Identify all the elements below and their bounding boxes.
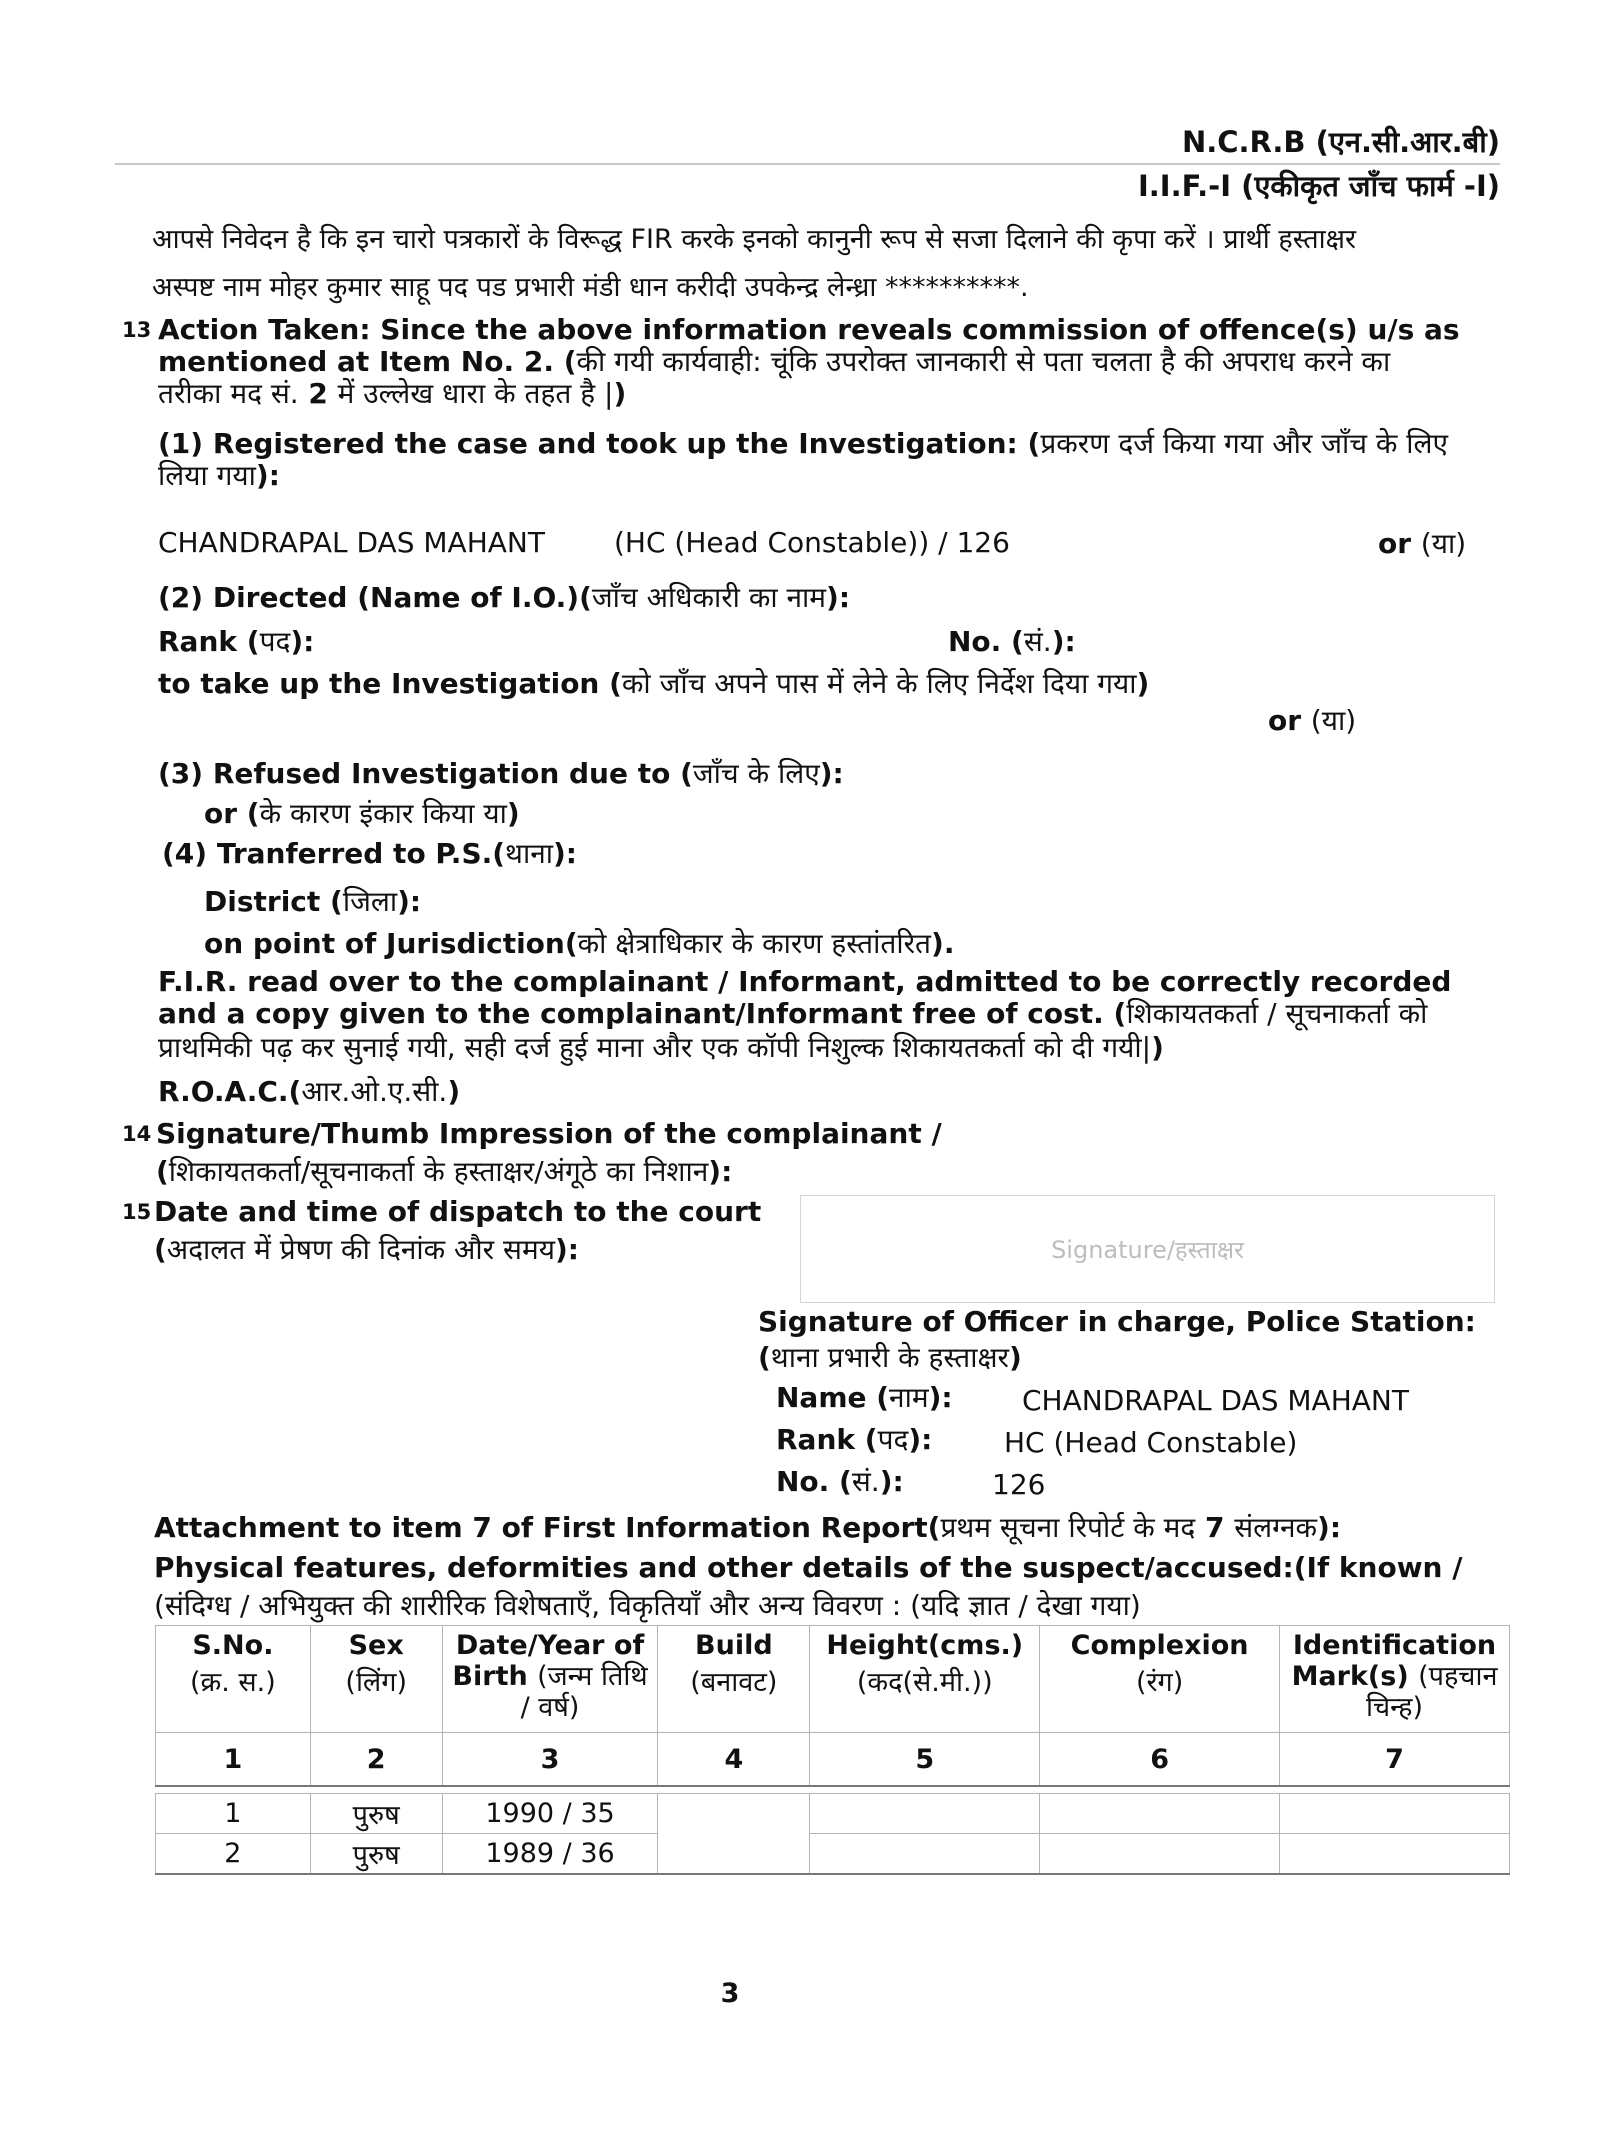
cell-dob: 1990 / 35 bbox=[442, 1794, 658, 1834]
option-1-officer-name: CHANDRAPAL DAS MAHANT bbox=[158, 526, 545, 559]
option-4-transferred-label: (4) Tranferred to P.S.(थाना): bbox=[162, 837, 577, 870]
officer-rank-value: HC (Head Constable) bbox=[1004, 1426, 1298, 1459]
option-4-jurisdiction-label: on point of Jurisdiction(को क्षेत्राधिकार के कारण हस्तांतरित). bbox=[204, 927, 955, 960]
item-14-title-hindi: (शिकायतकर्ता/सूचनाकर्ता के हस्ताक्षर/अंगूठे का निशान): bbox=[156, 1155, 733, 1188]
cell-build bbox=[658, 1794, 810, 1875]
option-1-registered-label: (1) Registered the case and took up the Investigation: (प्रकरण दर्ज किया गया और जाँच के लिए bbox=[158, 427, 1449, 460]
complaint-text-line-2: अस्पष्ट नाम मोहर कुमार साहू पद पड प्रभारी मंडी धान करीदी उपकेन्द्र लेन्ध्रा **********. bbox=[152, 272, 1029, 303]
table-header-row bbox=[156, 1626, 1510, 1733]
fir-read-over-line-3: प्राथमिकी पढ़ कर सुनाई गयी, सही दर्ज हुई माना और एक कॉपी निशुल्क शिकायतकर्ता को दी गयी|) bbox=[158, 1031, 1164, 1064]
fir-read-over-line-1: F.I.R. read over to the complainant / Informant, admitted to be correctly recorded bbox=[158, 965, 1452, 998]
item-13-number: 13 bbox=[122, 318, 152, 342]
cell-complexion bbox=[1040, 1794, 1280, 1834]
officer-in-charge-title: Signature of Officer in charge, Police Station: bbox=[758, 1305, 1476, 1338]
col-header-complexion: Complexion (रंग) bbox=[1040, 1626, 1280, 1733]
form-title: I.I.F.-I (एकीकृत जाँच फार्म -I) bbox=[1137, 169, 1500, 203]
option-2-no-label: No. (सं.): bbox=[948, 625, 1076, 658]
roac-label: R.O.A.C.(आर.ओ.ए.सी.) bbox=[158, 1075, 461, 1108]
cell-identification-marks bbox=[1280, 1834, 1510, 1875]
col-header-sno: S.No. (क्र. स.) bbox=[156, 1626, 311, 1733]
officer-name-value: CHANDRAPAL DAS MAHANT bbox=[1022, 1384, 1409, 1417]
cell-sex: पुरुष bbox=[310, 1794, 442, 1834]
officer-no-value: 126 bbox=[992, 1468, 1046, 1501]
col-number: 6 bbox=[1040, 1733, 1280, 1787]
officer-no-label: No. (सं.): bbox=[776, 1465, 904, 1498]
cell-height bbox=[810, 1834, 1040, 1875]
col-number: 3 bbox=[442, 1733, 658, 1787]
complaint-text-line-1: आपसे निवेदन है कि इन चारो पत्रकारों के विरूद्ध FIR करके इनको कानुनी रूप से सजा दिलाने की कृपा करें । प्रार्थी हस्ताक्षर bbox=[152, 224, 1357, 255]
cell-identification-marks bbox=[1280, 1794, 1510, 1834]
cell-sno: 2 bbox=[156, 1834, 311, 1875]
item-14-number: 14 bbox=[122, 1122, 152, 1146]
option-1-or-label: or (या) bbox=[1378, 527, 1467, 560]
physical-features-title: Physical features, deformities and other details of the suspect/accused:(If known / bbox=[154, 1551, 1463, 1584]
col-header-height: Height(cms.) (कद(से.मी.)) bbox=[810, 1626, 1040, 1733]
column-number-row bbox=[156, 1733, 1510, 1787]
fir-read-over-line-2: and a copy given to the complainant/Informant free of cost. (शिकायतकर्ता / सूचनाकर्ता को bbox=[158, 997, 1428, 1030]
col-header-sex: Sex (लिंग) bbox=[310, 1626, 442, 1733]
option-2-or-label: or (या) bbox=[1268, 704, 1357, 737]
officer-rank-label: Rank (पद): bbox=[776, 1423, 933, 1456]
col-number: 5 bbox=[810, 1733, 1040, 1787]
cell-sno: 1 bbox=[156, 1794, 311, 1834]
page-number: 3 bbox=[720, 1978, 740, 2009]
option-2-directed-label: (2) Directed (Name of I.O.)(जाँच अधिकारी का नाम): bbox=[158, 581, 851, 614]
table-spacer-row bbox=[156, 1786, 1510, 1794]
option-3-or-label: or (के कारण इंकार किया या) bbox=[204, 797, 520, 830]
col-header-dob: Date/Year of Birth (जन्म तिथि / वर्ष) bbox=[442, 1626, 658, 1733]
cell-sex: पुरुष bbox=[310, 1834, 442, 1875]
item-13-title-line-2: mentioned at Item No. 2. (की गयी कार्यवाही: चूंकि उपरोक्त जानकारी से पता चलता है की अपराध करने का bbox=[158, 345, 1391, 378]
col-header-identification-marks: Identification Mark(s) (पहचान चिन्ह) bbox=[1280, 1626, 1510, 1733]
option-2-takeup-label: to take up the Investigation (को जाँच अपने पास में लेने के लिए निर्देश दिया गया) bbox=[158, 667, 1150, 700]
attachment-title: Attachment to item 7 of First Information Report(प्रथम सूचना रिपोर्ट के मद 7 संलग्नक): bbox=[154, 1511, 1342, 1544]
option-2-rank-label: Rank (पद): bbox=[158, 625, 315, 658]
header-divider bbox=[115, 163, 1500, 165]
col-number: 4 bbox=[658, 1733, 810, 1787]
cell-dob: 1989 / 36 bbox=[442, 1834, 658, 1875]
option-3-refused-label: (3) Refused Investigation due to (जाँच के लिए): bbox=[158, 757, 844, 790]
col-number: 1 bbox=[156, 1733, 311, 1787]
ncrb-header: N.C.R.B (एन.सी.आर.बी) bbox=[1181, 125, 1500, 159]
col-header-build: Build (बनावट) bbox=[658, 1626, 810, 1733]
signature-box[interactable] bbox=[800, 1195, 1495, 1303]
officer-in-charge-title-hindi: (थाना प्रभारी के हस्ताक्षर) bbox=[758, 1341, 1022, 1374]
col-number: 2 bbox=[310, 1733, 442, 1787]
cell-complexion bbox=[1040, 1834, 1280, 1875]
option-1-registered-label-cont: लिया गया): bbox=[158, 459, 280, 492]
item-14-title: Signature/Thumb Impression of the complainant / bbox=[156, 1117, 942, 1150]
item-15-number: 15 bbox=[122, 1200, 152, 1224]
suspect-details-table bbox=[155, 1625, 1510, 1875]
item-15-title: Date and time of dispatch to the court bbox=[154, 1195, 762, 1228]
signature-placeholder: Signature/हस्ताक्षर bbox=[1051, 1235, 1244, 1264]
option-4-district-label: District (जिला): bbox=[204, 885, 422, 918]
cell-height bbox=[810, 1794, 1040, 1834]
col-number: 7 bbox=[1280, 1733, 1510, 1787]
table-row bbox=[156, 1834, 1510, 1875]
table-row bbox=[156, 1794, 1510, 1834]
physical-features-title-hindi: (संदिग्ध / अभियुक्त की शारीरिक विशेषताएँ, विकृतियाँ और अन्य विवरण : (यदि ज्ञात / देखा गया) bbox=[154, 1589, 1141, 1622]
item-13-title-line-1: Action Taken: Since the above information reveals commission of offence(s) u/s as bbox=[158, 313, 1460, 346]
option-1-officer-rank-no: (HC (Head Constable)) / 126 bbox=[614, 526, 1010, 559]
officer-name-label: Name (नाम): bbox=[776, 1381, 953, 1414]
item-15-title-hindi: (अदालत में प्रेषण की दिनांक और समय): bbox=[154, 1233, 579, 1266]
item-13-title-line-3: तरीका मद सं. 2 में उल्लेख धारा के तहत है |) bbox=[158, 377, 627, 410]
